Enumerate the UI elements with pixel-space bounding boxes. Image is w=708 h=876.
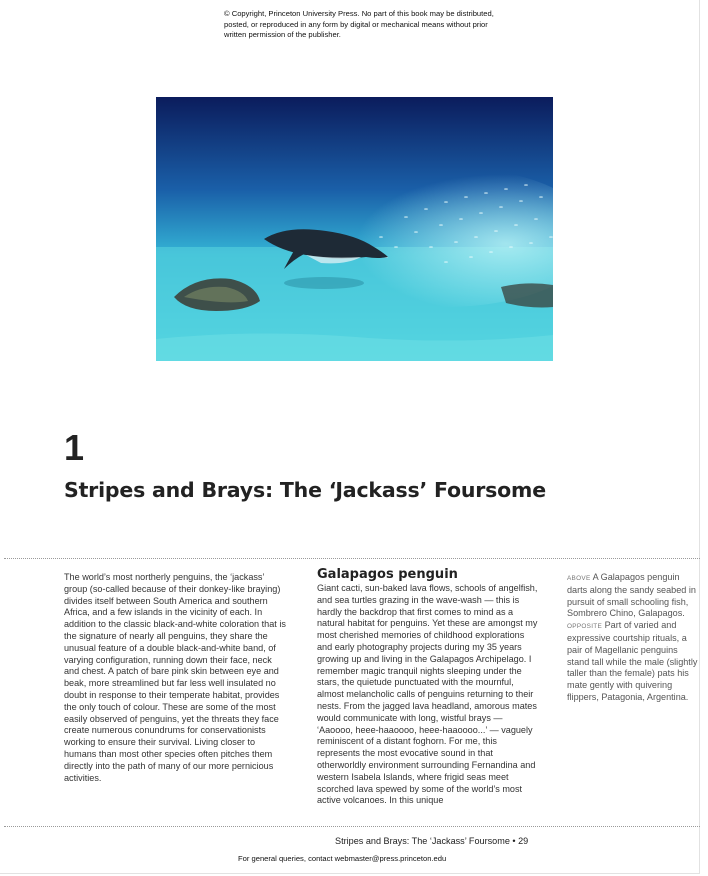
section-heading: Galapagos penguin bbox=[317, 567, 458, 582]
chapter-title: Stripes and Brays: The ‘Jackass’ Foursome bbox=[64, 478, 546, 502]
caption-above bbox=[567, 572, 699, 620]
caption-opposite bbox=[567, 620, 699, 704]
caption-tag: OPPOSITE bbox=[567, 623, 603, 631]
photo-captions bbox=[567, 572, 699, 704]
caption-text: A Galapagos penguin darts along the sandy seabed in pursuit of small schooling fish, Sombrero Chino, Galapagos. bbox=[567, 572, 696, 619]
caption-text: Part of varied and expressive courtship rituals, a pair of Magellanic penguins stand tall while the male (slightly taller than the female) pats his mate gently with quivering flippers, Patagonia, Argentina. bbox=[567, 620, 698, 702]
bottom-divider bbox=[4, 826, 700, 827]
chapter-number: 1 bbox=[64, 427, 85, 468]
intro-paragraph: The world’s most northerly penguins, the ‘jackass’ group (so-called because of their donkey-like braying) divides itself between South America and southern Africa, and a few islands in the vicinity of each. In addition to the classic black-and-white coloration that is the signature of nearly all penguins, they share the unusual feature of a double black-and-white band, of varying configuration, running down their face, neck and chest. A patch of bare pink skin between eye and beak, more streamlined but far less well insulated no doubt in response to their temperate habitat, provides the only touch of colour. These are some of the most easily observed of penguins, yet the threats they face create numerous conundrums for conservationists working to ensure their survival. Living closer to humans than most other species often pitches them directly into the path of many of our more pernicious activities. bbox=[64, 572, 286, 783]
section-body: Giant cacti, sun-baked lava flows, schools of angelfish, and sea turtles grazing in the wave-wash — this is hardly the backdrop that first comes to mind as a natural habitat for penguins. Yet these are amongst my most cherished memories of childhood explorations and early photography projects during my 35 years growing up and living in the Galapagos Archipelago. I remember magic tranquil nights sleeping under the stars, the quietude punctuated with the mournful, almost melancholic calls of penguins returning to their nests. From the jagged lava headland, amorous mates would communicate with long, wistful brays — ‘Aaoooo, heee-haaoooo, heee-haaoooo...’ — vaguely reminiscent of a distant foghorn. For me, this represents the most evocative sound in that otherworldly environment surrounding Fernandina and western Isabela Islands, where frigid seas meet scorched lava spewed by some of the world’s most active volcanoes. In this unique bbox=[317, 583, 538, 806]
contact-line: For general queries, contact webmaster@press.princeton.edu bbox=[238, 854, 447, 863]
penguin-photo bbox=[156, 97, 553, 361]
copyright-notice: © Copyright, Princeton University Press. No part of this book may be distributed, posted, or reproduced in any form by digital or mechanical means without prior written permission of the publisher. bbox=[224, 9, 494, 39]
top-divider bbox=[4, 558, 700, 559]
section-galapagos bbox=[317, 567, 540, 807]
running-footer: Stripes and Brays: The ‘Jackass’ Foursome • 29 bbox=[335, 836, 529, 846]
caption-tag: ABOVE bbox=[567, 575, 591, 582]
